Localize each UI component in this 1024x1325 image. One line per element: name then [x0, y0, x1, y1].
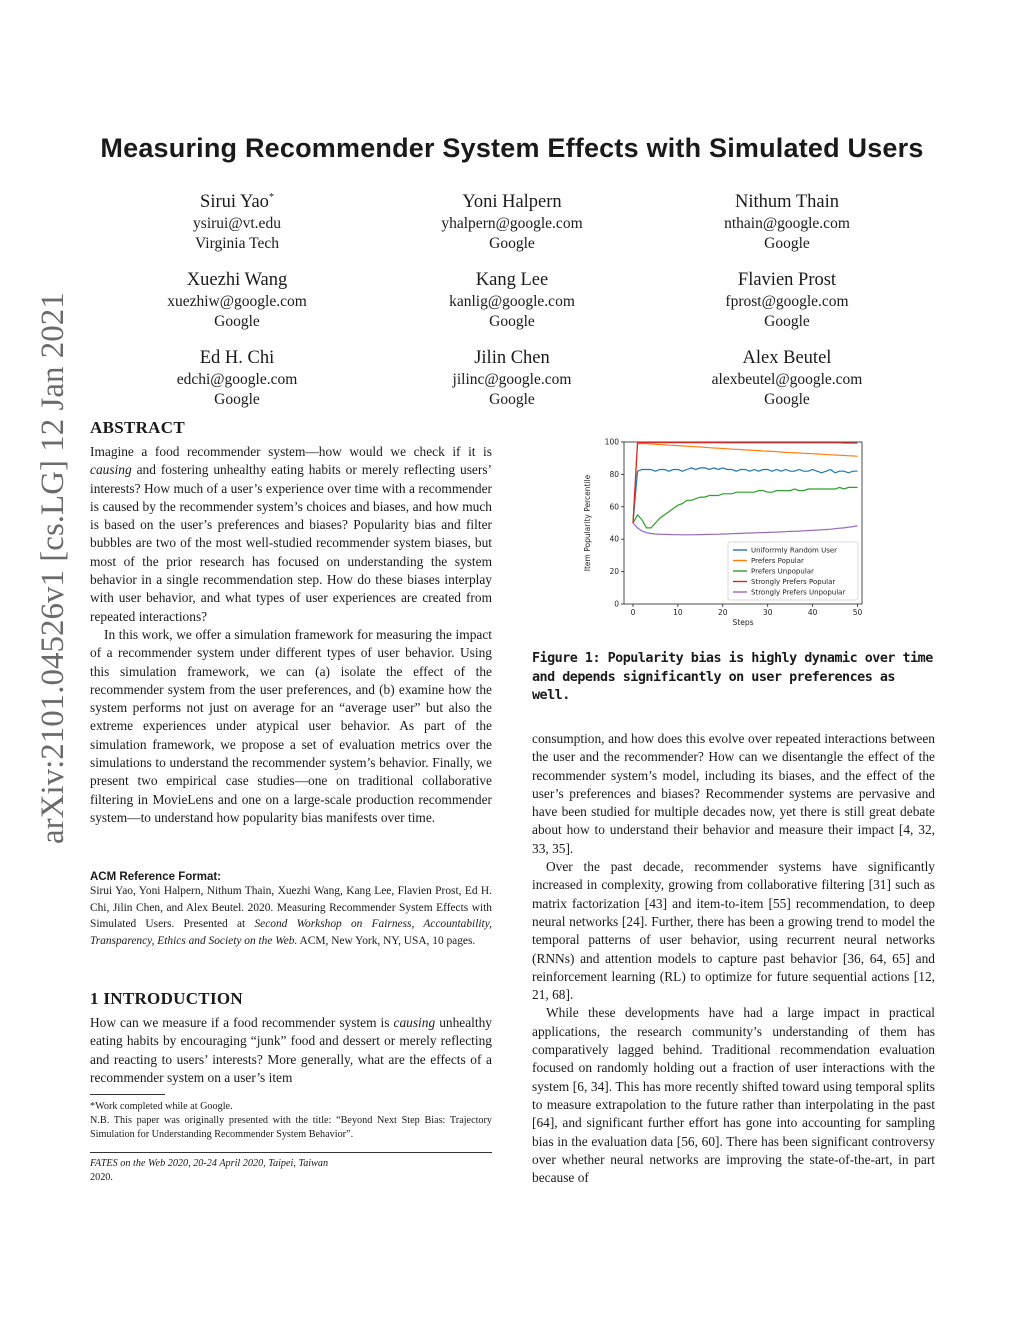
legend-label: Prefers Popular — [751, 557, 804, 565]
acm-reference — [90, 871, 492, 949]
author-name-text: Ed H. Chi — [199, 348, 275, 369]
author-name — [392, 264, 632, 292]
author-email: yhalpern@google.com — [441, 215, 583, 233]
introduction-paragraph-1 — [90, 1014, 492, 1087]
abstract-p1-text-cont: and fostering unhealthy eating habits or merely reflecting users’ interests? How much of a user’s experience over time with a recommender is caused by the recommender system’s choices and biases, and how much is based on the user’s preferences and biases? Popularity bias and filter bubbles are two of the most well-studied recommender system biases, but most of the prior research has focused on understanding the system behavior in a single recommendation step. How do these biases interplay with user behavior, and what types of user experiences are created from repeated interactions? — [90, 462, 492, 624]
footnotes — [90, 1100, 492, 1142]
y-tick-label: 60 — [609, 502, 619, 512]
author-email: edchi@google.com — [176, 371, 298, 389]
x-tick-label: 30 — [762, 608, 773, 617]
right-paragraph-1: consumption, and how does this evolve over repeated interactions between the user and the recommender? How can we disentangle the effect of the recommender system’s model, including its biases, and the effect of the user’s preferences and biases? Recommender systems are pervasive and have been studied for multiple decades now, yet there is still great debate about how to understand their behavior and measure their impact [4, 32, 33, 35]. — [532, 731, 935, 856]
venue-block — [90, 1157, 492, 1185]
author-name-text: Flavien Prost — [737, 270, 837, 291]
x-axis-label: Steps — [732, 618, 754, 627]
author-name-text: Yoni Halpern — [462, 192, 562, 213]
author-card — [117, 264, 357, 332]
author-name-text: Sirui Yao — [200, 192, 269, 213]
author-name-text: Alex Beutel — [742, 348, 832, 369]
y-tick-label: 0 — [614, 599, 619, 609]
author-name — [117, 342, 357, 370]
abstract-heading: ABSTRACT — [90, 418, 185, 437]
right-column-body — [532, 730, 935, 1187]
acm-venue: Second Workshop on Fairness, Accountability, Transparency, Ethics and Society on the Web. — [90, 918, 492, 947]
author-name — [667, 342, 907, 370]
author-affiliation: Google — [489, 313, 535, 331]
y-tick-label: 40 — [609, 534, 619, 544]
author-name — [667, 264, 907, 292]
abstract-paragraph-2: In this work, we offer a simulation framework for measuring the impact of a recommender system under different types of user behavior. Using this simulation framework, we can (a) isolate the effect of the recommender system from the user preferences, and (b) examine how the system performs not just on average for an “average user” but also the extreme experiences under atypical user behavior. As part of the simulation framework, we propose a set of evaluation metrics over the simulations to understand the recommender system’s behavior. Finally, we present two empirical case studies—one on traditional collaborative filtering in MovieLens and one on a large-scale production recommender system—to understand how popularity bias manifests over time. — [90, 626, 492, 825]
author-name — [392, 342, 632, 370]
venue-line: FATES on the Web 2020, 20-24 April 2020, Taipei, Taiwan — [90, 1158, 329, 1169]
y-axis-label: Item Popularity Percentile — [583, 474, 592, 572]
intro-text-cont: unhealthy eating habits by encouraging “junk” food and dessert or merely reflecting and reacting to users’ interests? More generally, what are the effects of a recommender system on a user’s item — [90, 1015, 493, 1085]
author-card — [667, 186, 907, 254]
y-tick-label: 20 — [609, 567, 619, 577]
author-name — [667, 186, 907, 214]
y-tick-label: 80 — [609, 469, 619, 479]
author-email: alexbeutel@google.com — [711, 371, 863, 389]
y-tick-label: 100 — [604, 437, 619, 447]
author-card — [117, 186, 357, 254]
author-name-text: Nithum Thain — [735, 192, 839, 213]
acm-text-end: ACM, New York, NY, USA, 10 pages. — [297, 934, 476, 947]
introduction-body — [90, 1014, 492, 1087]
arxiv-side-label: arXiv:2101.04526v1 [cs.LG] 12 Jan 2021 — [35, 292, 71, 844]
footnote-nb: N.B. This paper was originally presented with the title: “Beyond Next Step Bias: Trajectory Simulation for Understanding Recommender System Behavior”. — [90, 1115, 492, 1140]
author-name — [117, 186, 357, 214]
author-card — [117, 342, 357, 410]
figure-caption: Figure 1: Popularity bias is highly dynamic over time and depends significantly on user preferences as well. — [532, 651, 933, 703]
abstract-section — [90, 418, 492, 438]
intro-emphasis: causing — [393, 1015, 436, 1030]
right-paragraph-3: While these developments have had a large impact in practical applications, the research community’s understanding of them has comparatively lagged behind. Traditional recommendation evaluation focused on randomly holding out a fraction of user interactions with the system [6, 34]. This has more recently shifted toward using temporal splits to measure extrapolation to the future rather than interpolating in the past [64], and significant further effort has gone into accounting for sampling bias in the evaluation data [56, 60]. There has been significant controversy over whether neural networks are improving the state-of-the-art, in part because of — [532, 1005, 935, 1186]
legend-label: Strongly Prefers Popular — [751, 578, 836, 586]
x-tick-label: 40 — [807, 608, 818, 617]
x-tick-label: 0 — [630, 608, 636, 617]
introduction-section — [90, 989, 492, 1009]
venue-rule — [90, 1152, 492, 1153]
author-card — [392, 186, 632, 254]
abstract-body — [90, 443, 492, 827]
author-affiliation: Google — [764, 313, 810, 331]
author-email: kanlig@google.com — [449, 293, 575, 311]
author-name-text: Jilin Chen — [474, 348, 550, 369]
venue-year: 2020. — [90, 1172, 113, 1183]
author-email: fprost@google.com — [725, 293, 849, 311]
x-tick-label: 20 — [718, 608, 728, 617]
author-affiliation: Google — [489, 235, 535, 253]
footnote-rule — [90, 1094, 165, 1095]
author-email: nthain@google.com — [724, 215, 850, 233]
footnote-star: *Work completed while at Google. — [90, 1101, 233, 1112]
author-name-text: Xuezhi Wang — [186, 270, 288, 291]
author-card — [392, 342, 632, 410]
acm-reference-text — [90, 883, 492, 949]
acm-text: Sirui Yao, Yoni Halpern, Nithum Thain, Xuezhi Wang, Kang Lee, Flavien Prost, Ed H. Chi, Jilin Chen, and Alex Beutel. 2020. Measuring Recommender System Effects with Simulated Users. Presented at — [90, 885, 492, 930]
author-footnote-mark: * — [268, 192, 274, 203]
author-card — [667, 264, 907, 332]
paper-title: Measuring Recommender System Effects with Simulated Users — [100, 133, 924, 163]
author-card — [392, 264, 632, 332]
series-line — [633, 487, 858, 528]
author-name — [117, 264, 357, 292]
right-paragraph-2: Over the past decade, recommender systems have significantly increased in complexity, growing from collaborative filtering [31] such as matrix factorization [43] and item-to-item [55] recommendation, to deep neural networks [24]. Further, there has been a growing trend to model the temporal patterns of user behavior, using recurrent neural networks (RNNs) and attention models to capture past behavior [36, 64, 65] and reinforcement learning (RL) to optimize for future sequential actions [12, 21, 68]. — [532, 859, 935, 1003]
acm-reference-heading: ACM Reference Format: — [90, 871, 221, 883]
legend-label: Prefers Unpopular — [751, 567, 814, 576]
author-affiliation: Virginia Tech — [195, 235, 279, 253]
legend-label: Uniforrmly Random User — [751, 546, 838, 555]
author-email: jilinc@google.com — [452, 371, 572, 389]
author-affiliation: Google — [214, 391, 260, 409]
popularity-bias-chart — [572, 432, 872, 632]
x-tick-label: 10 — [673, 608, 683, 617]
author-affiliation: Google — [764, 235, 810, 253]
legend-label: Strongly Prefers Unpopular — [751, 588, 846, 597]
abstract-paragraph-1 — [90, 443, 492, 626]
series-line — [633, 523, 858, 535]
author-affiliation: Google — [214, 313, 260, 331]
author-card — [667, 342, 907, 410]
series-line — [633, 444, 858, 523]
author-affiliation: Google — [764, 391, 810, 409]
series-line — [633, 468, 858, 523]
abstract-p1-text: Imagine a food recommender system—how would we check if it is — [90, 444, 492, 459]
author-email: xuezhiw@google.com — [167, 293, 307, 311]
author-name-text: Kang Lee — [475, 270, 549, 291]
author-affiliation: Google — [489, 391, 535, 409]
introduction-heading: 1 INTRODUCTION — [90, 989, 243, 1008]
intro-text: How can we measure if a food recommender system is — [90, 1015, 394, 1030]
abstract-p1-emphasis: causing — [90, 462, 132, 478]
author-name — [392, 186, 632, 214]
x-tick-label: 50 — [852, 608, 863, 617]
author-email: ysirui@vt.edu — [193, 215, 281, 233]
